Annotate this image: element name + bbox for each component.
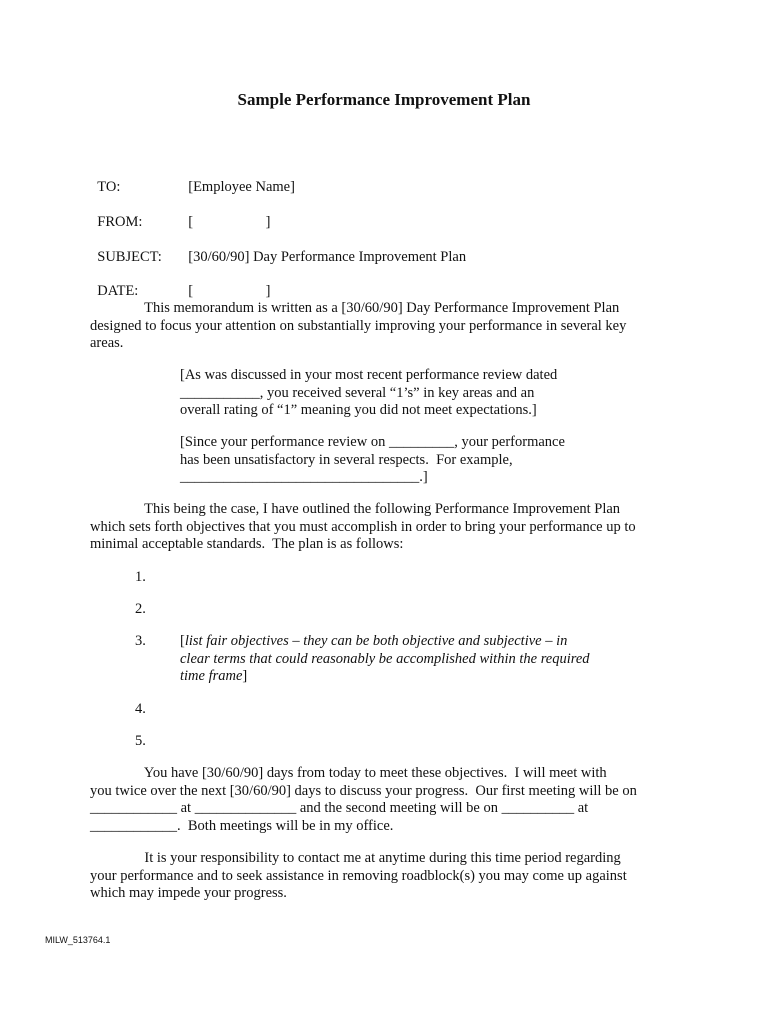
header-row-to <box>90 162 690 196</box>
header-row-from <box>90 197 690 231</box>
list-number: 5. <box>135 733 146 749</box>
list-text: [list fair objectives – they can be both objective and subjective – in clear terms that could reasonably be accomplished within the required time frame] <box>180 633 590 684</box>
header-label-date: DATE: <box>97 283 139 299</box>
header-value-to: [Employee Name] <box>188 179 295 195</box>
header-label-to: TO: <box>97 179 121 195</box>
list-number: 2. <box>135 601 146 617</box>
meeting-paragraph: You have [30/60/90] days from today to meet these objectives. I will meet with you twice over the next [30/60/90] days to discuss your progress. Our first meeting will be on ____________ at ______________ and the second meeting will be on __________ at ____________. Both meetings will be in my office. <box>90 765 637 834</box>
list-number: 4. <box>135 701 146 717</box>
header-label-subject: SUBJECT: <box>97 249 162 265</box>
header-value-from: [ ] <box>188 214 271 230</box>
responsibility-paragraph: It is your responsibility to contact me at anytime during this time period regarding your performance and to seek assistance in removing roadblock(s) you may come up against which may impede your progress. <box>90 850 627 901</box>
header-label-from: FROM: <box>97 214 143 230</box>
review-option-b: [Since your performance review on _________, your performance has been unsatisfactory in several respects. For example, _________________________________.] <box>180 434 565 485</box>
list-number: 1. <box>135 569 146 585</box>
intro-paragraph: This memorandum is written as a [30/60/90] Day Performance Improvement Plan designed to focus your attention on substantially improving your performance in several key areas. <box>90 300 627 351</box>
header-value-subject: [30/60/90] Day Performance Improvement Plan <box>188 249 467 265</box>
plan-paragraph: This being the case, I have outlined the following Performance Improvement Plan which sets forth objectives that you must accomplish in order to bring your performance up to minimal acceptable standards. The plan is as follows: <box>90 501 636 552</box>
header-row-subject <box>90 232 690 266</box>
list-number: 3. <box>135 633 146 649</box>
header-row-date <box>90 266 690 300</box>
review-option-a: [As was discussed in your most recent performance review dated ___________, you received several “1’s” in key areas and an overall rating of “1” meaning you did not meet expectations.] <box>180 367 558 418</box>
document-title: Sample Performance Improvement Plan <box>237 90 531 109</box>
header-value-date: [ ] <box>188 283 271 299</box>
document-footer-code: MILW_513764.1 <box>45 935 111 945</box>
